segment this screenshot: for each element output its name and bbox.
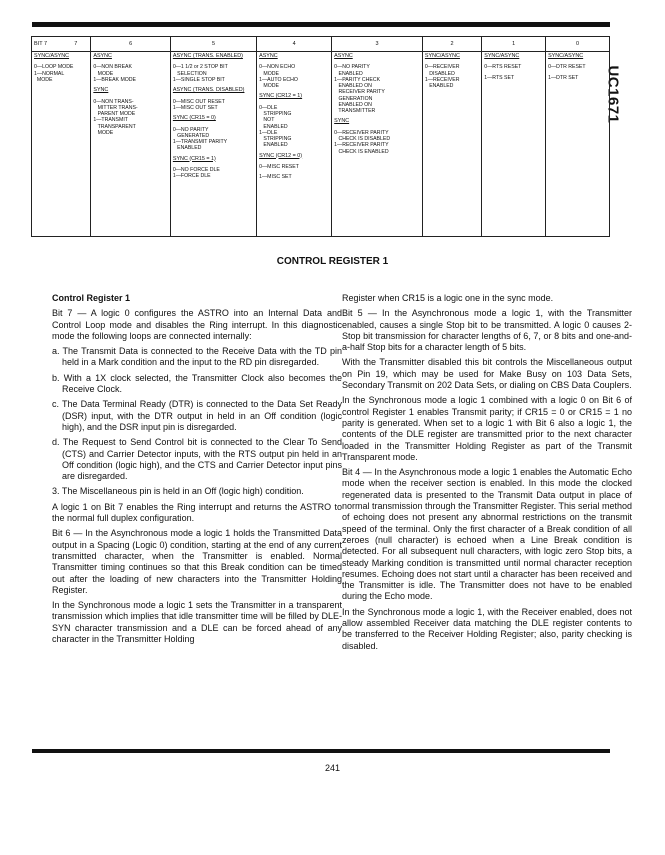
table-caption: CONTROL REGISTER 1	[276, 256, 389, 267]
cell-line: ENABLED	[334, 70, 363, 77]
section-heading: Control Register 1	[52, 293, 131, 303]
cell-line: ASYNC (TRANS. DISABLED)	[172, 87, 245, 94]
paragraph: With the Transmitter disabled this bit controls the Miscellaneous output on Pin 19, which may be used for Make Busy on 103 Data Sets, Secondary Transmit on 202 Data Sets, or dialing on CBS Data Couplers.	[342, 357, 632, 391]
paragraph: In the Synchronous mode a logic 1, with the Receiver enabled, does not allow assembled Receiver data matching the DLE register contents to be transferred to the Receiver Holding Register; also, parity checking is disabled.	[342, 606, 632, 651]
bit-1-cell	[482, 52, 546, 237]
cell-heading: SYNC/ASYNC	[424, 53, 460, 59]
paragraph: Bit 4 — In the Asynchronous mode a logic 1 enables the Automatic Echo mode when the receiver section is enabled. In this mode the clocked regenerated data is presented to the Transmit Data output in place of normal transmission through the Transmitter Register. This serial method of echoing does not present any abnormal restrictions on the transmit speed of the terminal. Only the first character of a Break condition of all zeroes (null character) is echoed when a Line Break condition is detected. For all subsequent null characters, with logic zero Stop bits, a steady Marking condition is transmitted until normal character reception resumes. Echoing does not start until a character has been received and the Transmitter is idle. The Transmitter does not have to be enabled during the Echo mode.	[342, 467, 632, 602]
bit-0-cell	[546, 52, 610, 237]
bit-5-cell	[170, 52, 256, 237]
cell-line: 0—RECEIVER	[424, 64, 460, 71]
paragraph: In the Synchronous mode a logic 1 sets the Transmitter in a transparent transmission which implies that idle transmitter time will be filled by DLE-SYN character transmission and a DLE can be forced ahead of any character in the Transmitter Holding	[52, 600, 342, 645]
cell-line: 0—1 1/2 or 2 STOP BIT	[172, 64, 228, 71]
cell-line: MITTER TRANS-	[93, 104, 138, 111]
paragraph: Bit 6 — In the Asynchronous mode a logic 1 holds the Transmitted Data output in a Spacing (Logic 0) condition, starting at the end of any current transmitted character, when the Transmitter is enabled. Normal Transmitter timing continues so that this Break condition can be timed out after the loading of new characters into the Transmitter Holding Register.	[52, 528, 342, 595]
cell-heading: SYNC/ASYNC	[484, 53, 520, 59]
cell-line: MODE	[93, 129, 114, 136]
cell-line: ENABLED	[259, 142, 288, 149]
control-register-table	[31, 36, 610, 237]
cell-line: 0—MISC RESET	[259, 164, 299, 171]
cell-line: 1—RECEIVER PARITY	[334, 142, 389, 149]
paragraph: In the Synchronous mode a logic 1 combined with a logic 0 on Bit 6 of control Register 1 enables Transmit parity; if CR15 = 0 or CR15 = 1 no parity is generated. When set to a logic 1 with Bit 6 also a logic 1, the contents of the DLE register are transmitted prior to the next character loaded in the Transmitter Holding Register as part of the Transmit Transparent mode.	[342, 395, 632, 462]
cell-heading: ASYNC	[259, 53, 278, 59]
header-cell: 1	[482, 37, 546, 52]
cell-line: CHECK IS ENABLED	[334, 148, 389, 155]
cell-line: SYNC	[334, 118, 350, 125]
left-text-column	[52, 293, 342, 649]
cell-heading: SYNC/ASYNC	[34, 53, 70, 59]
cell-line: 1—MISC OUT SET	[172, 104, 218, 111]
cell-line: MODE	[34, 76, 53, 83]
cell-line: STRIPPING	[259, 111, 292, 118]
cell-line: 1—RECEIVER	[424, 76, 460, 83]
cell-line: SYNC (CR12 = 0)	[259, 152, 303, 159]
bit-2-cell	[422, 52, 481, 237]
cell-line: SYNC	[93, 87, 109, 94]
header-cell: 7	[61, 37, 91, 52]
paragraph: 3. The Miscellaneous pin is held in an Off (logic high) condition.	[52, 486, 304, 497]
paragraph: Bit 5 — In the Asynchronous mode a logic 1, with the Transmitter enabled, causes a single Stop bit to be transmitted. A logic 0 causes 2-Stop bit transmission for character lengths of 6, 7, or 8 bits and one-and-a-half Stop bits for a character length of 5 bits.	[342, 308, 632, 353]
header-cell: 3	[332, 37, 423, 52]
cell-line: 1—PARITY CHECK	[334, 76, 381, 83]
cell-line: MODE	[93, 70, 114, 77]
cell-line: ENABLED ON	[334, 101, 372, 108]
cell-line: 0—RECEIVER PARITY	[334, 129, 389, 136]
cell-line: 0—NO FORCE DLE	[172, 167, 220, 174]
cell-line: SYNC (CR12 = 1)	[259, 93, 303, 100]
bottom-rule	[32, 749, 610, 753]
cell-line: STRIPPING	[259, 136, 292, 143]
header-cell: 5	[170, 37, 256, 52]
cell-line: 0—MISC OUT RESET	[172, 98, 225, 105]
side-title: UC1671	[604, 65, 622, 124]
paragraph: b. With a 1X clock selected, the Transmitter Clock also becomes the Receive Clock.	[52, 372, 342, 395]
cell-line: MODE	[259, 83, 279, 90]
cell-line: ENABLED	[424, 83, 454, 90]
cell-line: SYNC (CR15 = 0)	[172, 115, 216, 122]
bit-6-cell	[91, 52, 171, 237]
right-text-column	[342, 293, 632, 656]
cell-line: TRANSMITTER	[334, 108, 376, 115]
cell-line: 1—SINGLE STOP BIT	[172, 76, 225, 83]
cell-line: 0—NO PARITY	[172, 126, 209, 133]
cell-line: GENERATION	[334, 95, 373, 102]
cell-line: SELECTION	[172, 70, 207, 77]
cell-line: 1—AUTO ECHO	[259, 76, 298, 83]
cell-line: 0—DLE	[259, 104, 278, 111]
header-row	[32, 37, 610, 52]
cell-line: CHECK IS DISABLED	[334, 136, 391, 143]
header-cell: 4	[257, 37, 332, 52]
header-cell: 0	[546, 37, 610, 52]
cell-line: GENERATED	[172, 132, 210, 139]
header-cell: 2	[422, 37, 481, 52]
bit-3-cell	[332, 52, 423, 237]
paragraph: Bit 7 — A logic 0 configures the ASTRO into an Internal Data and Control Loop mode and disables the Ring interrupt. In this diagnostic mode the following loops are connected internally:	[52, 308, 342, 341]
cell-line: TRANSPARENT	[93, 123, 136, 130]
cell-heading: SYNC/ASYNC	[548, 53, 584, 59]
cell-line: 1—TRANSMIT	[93, 117, 128, 124]
cell-line: SYNC (CR15 = 1)	[172, 155, 216, 162]
cell-line: 1—RTS SET	[484, 74, 515, 81]
cell-heading: ASYNC (TRANS. ENABLED)	[172, 53, 243, 59]
cell-line: 0—NO PARITY	[334, 64, 370, 71]
cell-line: 1—DTR SET	[548, 74, 579, 81]
cell-line: ENABLED	[172, 145, 202, 152]
cell-line: 1—NORMAL	[34, 70, 65, 77]
cell-line: 0—NON TRANS-	[93, 98, 134, 105]
paragraph: A logic 1 on Bit 7 enables the Ring interrupt and returns the ASTRO to the normal full duplex configuration.	[52, 501, 342, 524]
body-row	[32, 52, 610, 237]
cell-line: 1—TRANSMIT PARITY	[172, 139, 228, 146]
cell-line: 0—LOOP MODE	[34, 64, 74, 71]
cell-line: MODE	[259, 70, 279, 77]
header-cell: BIT 7	[32, 37, 62, 52]
cell-line: 1—MISC SET	[259, 174, 292, 181]
cell-line: ENABLED ON	[334, 83, 372, 90]
cell-line: DISABLED	[424, 70, 455, 77]
cell-line: 1—FORCE DLE	[172, 173, 211, 180]
paragraph: d. The Request to Send Control bit is connected to the Clear To Send (CTS) and Carrier Detector inputs, with the RTS output pin held in an Off condition (logic high), and the CTS and Carrier Detector input pins are disregarded.	[52, 437, 342, 482]
cell-line: 0—NON BREAK	[93, 64, 132, 71]
paragraph: a. The Transmit Data is connected to the Receive Data with the TD pin held in a Mark condition and the input to the RD pin disregarded.	[52, 346, 342, 368]
paragraph: Register when CR15 is a logic one in the sync mode.	[342, 293, 554, 303]
cell-line: PARENT MODE	[93, 111, 136, 118]
top-rule	[32, 22, 610, 27]
cell-line: RECEIVER PARITY	[334, 89, 385, 96]
cell-line: 1—DLE	[259, 129, 278, 136]
cell-line: 0—DTR RESET	[548, 64, 586, 71]
cell-line: NOT	[259, 117, 275, 124]
paragraph: c. The Data Terminal Ready (DTR) is connected to the Data Set Ready (DSR) input, with the DTR output in held in an Off condition (logic high), and the DSR input pin is disregarded.	[52, 399, 342, 432]
cell-heading: ASYNC	[93, 53, 112, 59]
cell-line: 1—BREAK MODE	[93, 76, 137, 83]
bit-4-cell	[257, 52, 332, 237]
page-number: 241	[324, 763, 341, 773]
cell-line: 0—RTS RESET	[484, 64, 522, 71]
cell-line: ENABLED	[259, 123, 288, 130]
header-cell: 6	[91, 37, 171, 52]
bit-7-cell	[32, 52, 91, 237]
cell-line: 0—NON ECHO	[259, 64, 296, 71]
cell-heading: ASYNC	[334, 53, 353, 59]
